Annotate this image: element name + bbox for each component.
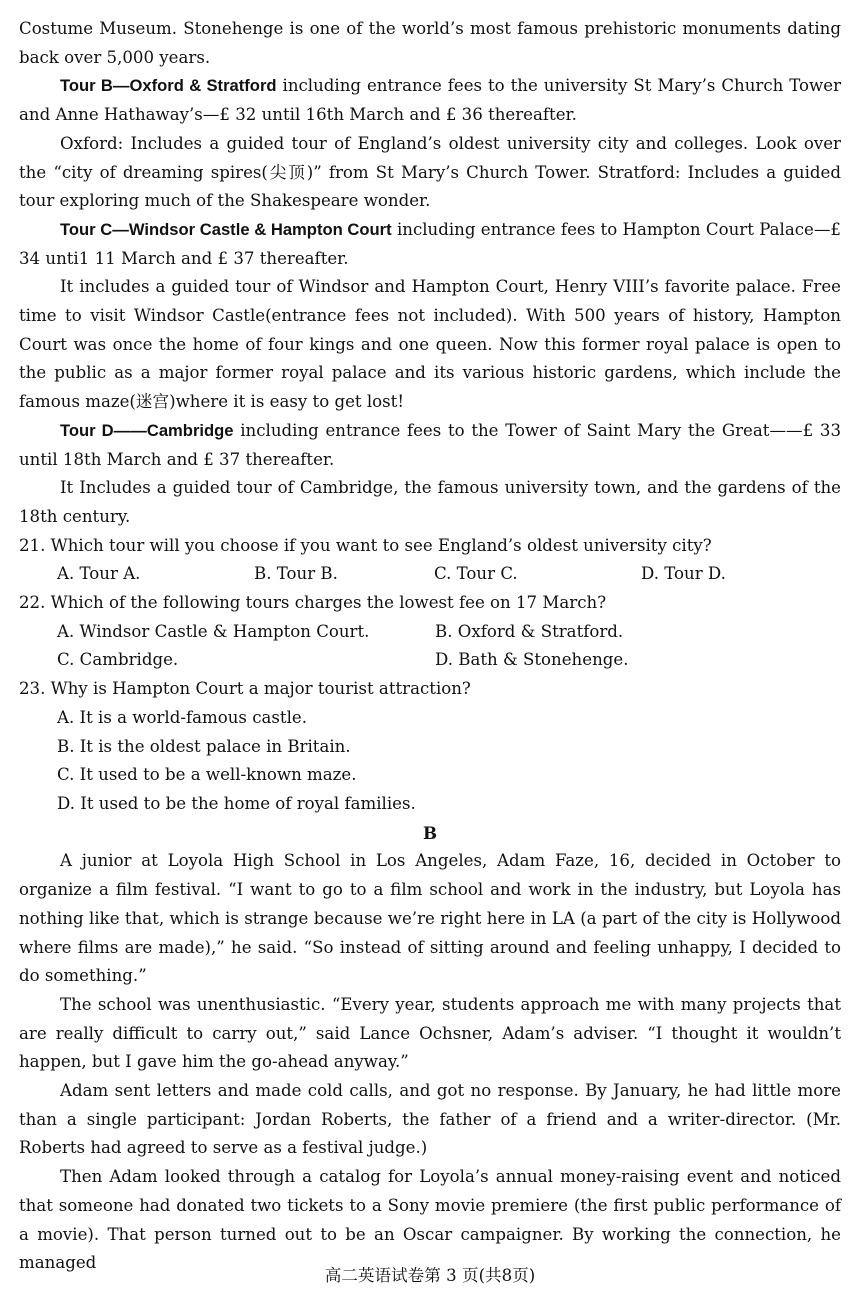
q21-option-a[interactable]: A. Tour A. (57, 564, 141, 584)
q23-option-a[interactable]: A. It is a world-famous castle. (57, 707, 307, 727)
q22-option-b[interactable]: B. Oxford & Stratford. (435, 621, 624, 641)
tour-b-heading: Tour B—Oxford & Stratford (60, 76, 277, 96)
q21-option-b[interactable]: B. Tour B. (254, 564, 338, 584)
passage-b-label: B (422, 822, 438, 843)
q22-option-d[interactable]: D. Bath & Stonehenge. (435, 650, 629, 670)
tour-c-heading: Tour C—Windsor Castle & Hampton Court (60, 219, 392, 239)
tour-b-paragraph (19, 72, 841, 129)
question-21-options (19, 560, 841, 589)
question-22-stem: 22. Which of the following tours charges the lowest fee on 17 March? (19, 593, 607, 613)
q23-option-b[interactable]: B. It is the oldest palace in Britain. (57, 736, 351, 756)
question-22-options-row2 (19, 646, 841, 675)
passage-b-paragraph-2: The school was unenthusiastic. “Every year, students approach me with many projects that are really difficult to carry out,” said Lance Ochsner, Adam’s adviser. “I thought it wouldn’t happen, but I gave him the go-ahead anyway.” (19, 994, 841, 1072)
q22-option-a[interactable]: A. Windsor Castle & Hampton Court. (57, 621, 370, 641)
tour-c-description: It includes a guided tour of Windsor and Hampton Court, Henry VIII’s favorite palace. Free time to visit Windsor Castle(entrance fees not included). With 500 years of history, Hampton Court was once the home of four kings and one queen. Now this former royal palace is open to the public as a major former royal palace and its various historic gardens, which include the famous maze(迷宫)where it is easy to get lost! (19, 277, 841, 412)
tour-c-fee: including entrance fees to Hampton Court Palace—£ 34 unti1 11 March and £ 37 thereafter. (19, 219, 841, 268)
question-22-options-row1 (19, 618, 841, 647)
q21-option-d[interactable]: D. Tour D. (641, 564, 726, 584)
question-23-stem: 23. Why is Hampton Court a major tourist attraction? (19, 679, 471, 699)
tour-d-description: It Includes a guided tour of Cambridge, the famous university town, and the gardens of the 18th century. (19, 478, 841, 526)
tour-d-heading: Tour D——Cambridge (60, 420, 234, 440)
tour-c-paragraph (19, 216, 841, 273)
tour-b-description: Oxford: Includes a guided tour of England’s oldest university city and colleges. Look over the “city of dreaming spires(尖顶)” from St Mary’s Church Tower. Stratford: Includes a guided tour exploring much of the Shakespeare wonder. (19, 133, 841, 211)
tour-d-fee: including entrance fees to the Tower of Saint Mary the Great——£ 33 until 18th March and £ 37 thereafter. (19, 420, 842, 469)
tour-b-fee: including entrance fees to the university St Mary’s Church Tower and Anne Hathaway’s—£ 32 until 16th March and £ 36 thereafter. (19, 76, 841, 125)
tour-d-paragraph (19, 417, 841, 474)
question-21-stem: 21. Which tour will you choose if you want to see England’s oldest university city? (19, 535, 712, 555)
q23-option-d[interactable]: D. It used to be the home of royal families. (57, 793, 416, 813)
passage-a-intro-tail: Costume Museum. Stonehenge is one of the world’s most famous prehistoric monuments dating back over 5,000 years. (19, 19, 841, 67)
q22-option-c[interactable]: C. Cambridge. (57, 650, 179, 670)
passage-b-paragraph-3: Adam sent letters and made cold calls, and got no response. By January, he had little more than a single participant: Jordan Roberts, the father of a friend and a writer-director. (Mr. Roberts had agreed to serve as a festival judge.) (19, 1081, 841, 1158)
q23-option-c[interactable]: C. It used to be a well-known maze. (57, 765, 357, 785)
passage-b-paragraph-1: A junior at Loyola High School in Los Angeles, Adam Faze, 16, decided in October to organize a film festival. “I want to go to a film school and work in the industry, but Loyola has nothing like that, which is strange because we’re right here in LA (a part of the city is Hollywood where films are made),” he said. “So instead of sitting around and feeling unhappy, I decided to do something.” (19, 851, 841, 986)
q21-option-c[interactable]: C. Tour C. (434, 564, 518, 584)
exam-page (19, 15, 841, 1278)
passage-b-paragraph-4: Then Adam looked through a catalog for Loyola’s annual money-raising event and noticed that someone had donated two tickets to a Sony movie premiere (the first public performance of a movie). That person turned out to be an Oscar campaigner. By working the connection, he managed (19, 1167, 841, 1273)
page-footer: 高二英语试卷第 3 页(共8页) (324, 1266, 536, 1285)
